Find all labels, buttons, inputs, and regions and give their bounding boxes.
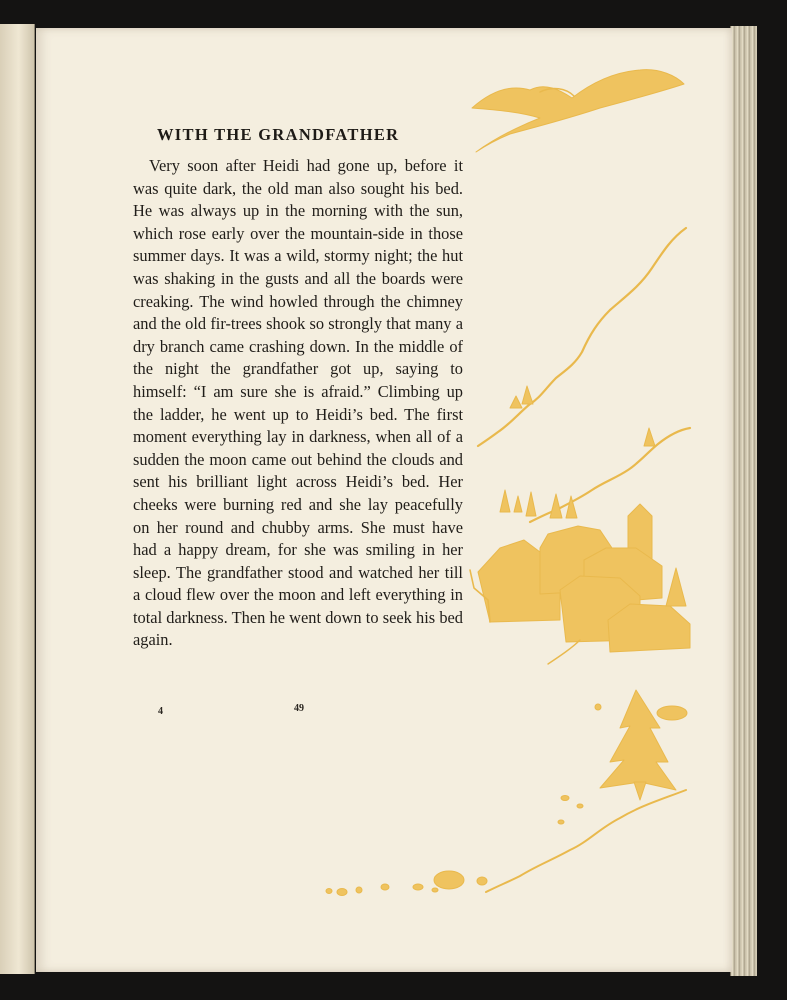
- hillside-path: [326, 790, 686, 896]
- signature-mark: 4: [158, 706, 163, 717]
- mountain-ridge: [478, 228, 690, 522]
- page-number: 49: [294, 703, 304, 714]
- village-illustration: [470, 504, 690, 664]
- fir-tree-illustration: [595, 690, 687, 800]
- cloud-illustration: [472, 70, 684, 152]
- text-column: [133, 125, 463, 652]
- chapter-heading: WITH THE GRANDFATHER: [157, 125, 400, 144]
- body-paragraph: Very soon after Heidi had gone up, before it was quite dark, the old man also sought his bed. He was always up in the morning with the sun, which rose early over the mountain-side in those summer days. It was a wild, stormy night; the hut was shaking in the gusts and all the boards were creaking. The wind howled through the chimney and the old fir-trees shook so strongly that many a dry branch came crashing down. In the middle of the night the grandfather got up, saying to himself: “I am sure she is afraid.” Climbing up the ladder, he went up to Heidi’s bed. The first moment everything lay in darkness, when all of a sudden the moon came out behind the clouds and sent his brilliant light across Heidi’s bed. Her cheeks were burning red and she lay peacefully on her round and chubby arms. She must have had a happy dream, for she was smiling in her sleep. The grandfather stood and watched her till a cloud flew over the moon and left everything in total darkness. Then he went down to seek his bed again.: [133, 156, 463, 650]
